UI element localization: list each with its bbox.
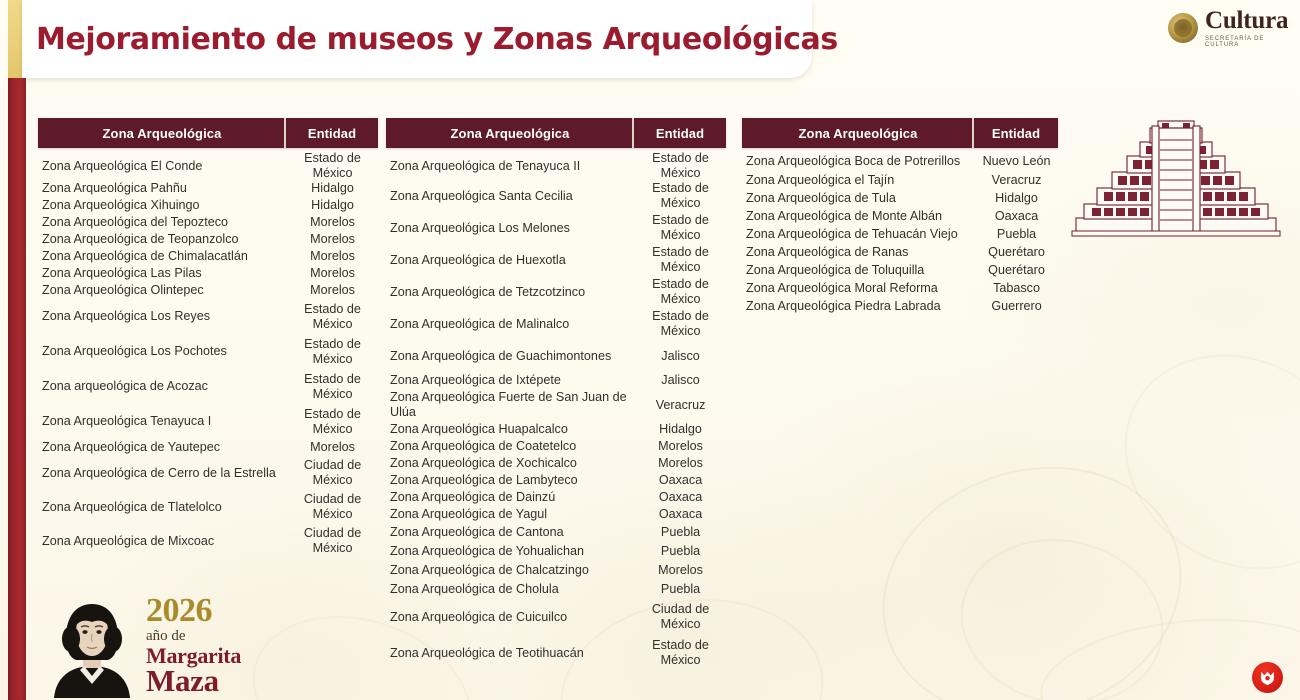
table-row bbox=[386, 212, 726, 244]
table-row bbox=[742, 171, 1058, 189]
cell-entidad: Estado de México bbox=[652, 277, 709, 306]
background-swirl-decor bbox=[850, 429, 1215, 700]
cell-zona: Zona Arqueológica de Coatetelco bbox=[390, 439, 577, 454]
table-row bbox=[386, 244, 726, 276]
table-row bbox=[742, 207, 1058, 225]
cell-entidad: Puebla bbox=[996, 226, 1037, 241]
cell-zona: Zona Arqueológica Xihuingo bbox=[42, 198, 200, 213]
table-row bbox=[38, 369, 378, 404]
table-row bbox=[38, 197, 378, 214]
cell-entidad: Hidalgo bbox=[995, 190, 1038, 205]
cell-entidad: Morelos bbox=[658, 456, 703, 471]
cell-entidad: Oaxaca bbox=[658, 507, 703, 522]
column-header-entidad: Entidad bbox=[991, 125, 1041, 141]
cell-zona: Zona Arqueológica Moral Reforma bbox=[746, 280, 938, 295]
cell-zona: Zona Arqueológica Olintepec bbox=[42, 283, 204, 298]
cell-zona: Zona Arqueológica Las Pilas bbox=[42, 266, 202, 281]
cell-zona: Zona Arqueológica el Tajín bbox=[746, 172, 895, 187]
cell-entidad: Hidalgo bbox=[311, 198, 354, 213]
margarita-maza-portrait-icon bbox=[46, 598, 138, 698]
table-row bbox=[742, 261, 1058, 279]
cell-entidad: Oaxaca bbox=[994, 208, 1039, 223]
table-row bbox=[38, 265, 378, 282]
cell-entidad: Ciudad de México bbox=[303, 526, 362, 555]
cell-entidad: Estado de México bbox=[304, 336, 361, 366]
column-header-zona: Zona Arqueológica bbox=[742, 118, 974, 148]
cell-zona: Zona Arqueológica de Tula bbox=[746, 190, 896, 205]
cell-entidad: Estado de México bbox=[652, 245, 709, 274]
maza-year: 2026 bbox=[146, 592, 212, 629]
table-row bbox=[386, 561, 726, 580]
cell-entidad: Morelos bbox=[658, 563, 703, 578]
cell-entidad: Jalisco bbox=[661, 373, 700, 388]
cell-zona: Zona Arqueológica de Yohualichan bbox=[390, 544, 584, 559]
maza-logo-text bbox=[146, 594, 241, 698]
cell-zona: Zona Arqueológica de Yagul bbox=[390, 507, 548, 522]
cell-entidad: Puebla bbox=[660, 525, 701, 540]
table-row bbox=[386, 472, 726, 489]
cell-zona: Zona Arqueológica de Cerro de la Estrella bbox=[42, 465, 276, 480]
cell-zona: Zona Arqueológica del Tepozteco bbox=[42, 215, 229, 230]
table-row bbox=[386, 489, 726, 506]
zonas-table-1 bbox=[38, 118, 378, 558]
cultura-logo bbox=[1168, 8, 1300, 48]
title-card bbox=[22, 0, 838, 78]
cell-entidad: Veracruz bbox=[655, 397, 706, 412]
table-row bbox=[386, 308, 726, 340]
cell-zona: Zona Arqueológica de Chalcatzingo bbox=[390, 563, 589, 578]
cell-zona: Zona Arqueológica de Tenayuca II bbox=[390, 158, 581, 173]
table-row bbox=[38, 404, 378, 439]
cell-entidad: Morelos bbox=[310, 440, 355, 455]
cell-zona: Zona Arqueológica Piedra Labrada bbox=[746, 298, 941, 313]
table-row bbox=[386, 580, 726, 599]
table-row bbox=[38, 248, 378, 265]
table-row bbox=[386, 180, 726, 212]
table-row bbox=[742, 225, 1058, 243]
column-header-zona: Zona Arqueológica bbox=[386, 118, 634, 148]
table-row bbox=[742, 243, 1058, 261]
cell-zona: Zona Arqueológica de Huexotla bbox=[390, 252, 566, 267]
cell-entidad: Estado de México bbox=[304, 151, 361, 180]
table-row bbox=[38, 456, 378, 490]
table-header-row bbox=[38, 118, 378, 148]
cell-entidad: Guerrero bbox=[991, 298, 1042, 313]
cultura-logo-name: Cultura bbox=[1205, 7, 1289, 34]
zonas-table-3 bbox=[742, 118, 1058, 315]
cell-zona: Zona Arqueológica de Teopanzolco bbox=[42, 232, 239, 247]
maza-last-name: Maza bbox=[146, 663, 219, 698]
cell-entidad: Puebla bbox=[660, 582, 701, 597]
cell-zona: Zona Arqueológica de Guachimontones bbox=[390, 348, 612, 363]
cell-entidad: Morelos bbox=[310, 283, 355, 298]
table-row bbox=[38, 490, 378, 524]
cell-zona: Zona Arqueológica Los Pochotes bbox=[42, 344, 227, 359]
cell-zona: Zona Arqueológica de Cantona bbox=[390, 525, 564, 540]
table-row bbox=[386, 152, 726, 180]
background-swirl-decor bbox=[1085, 313, 1300, 612]
column-header-entidad: Entidad bbox=[655, 125, 705, 141]
cell-zona: Zona Arqueológica Boca de Potrerillos bbox=[746, 154, 961, 169]
table-row bbox=[38, 524, 378, 558]
cell-entidad: Morelos bbox=[310, 249, 355, 264]
cell-zona: Zona Arqueológica de Xochicalco bbox=[390, 456, 577, 471]
cell-entidad: Querétaro bbox=[988, 244, 1045, 259]
cell-zona: Zona Arqueológica de Ranas bbox=[746, 244, 909, 259]
mexico-eagle-seal-icon bbox=[1168, 13, 1198, 43]
cell-zona: Zona Arqueológica Los Melones bbox=[390, 220, 570, 235]
corner-shield-badge[interactable] bbox=[1252, 662, 1283, 693]
cell-zona: Zona Arqueológica Huapalcalco bbox=[390, 422, 568, 437]
cell-zona: Zona Arqueológica de Cholula bbox=[390, 582, 559, 597]
cell-entidad: Oaxaca bbox=[658, 490, 703, 505]
cell-entidad: Estado de México bbox=[304, 301, 361, 331]
table-row bbox=[386, 438, 726, 455]
table-row bbox=[742, 279, 1058, 297]
cell-entidad: Oaxaca bbox=[658, 473, 703, 488]
column-header-zona: Zona Arqueológica bbox=[38, 118, 286, 148]
column-header-entidad: Entidad bbox=[307, 125, 357, 141]
left-edge-gold-stripe bbox=[8, 0, 22, 78]
table-row bbox=[38, 214, 378, 231]
page-title: Mejoramiento de museos y Zonas Arqueológicas bbox=[36, 21, 838, 57]
margarita-maza-2026-logo bbox=[46, 592, 276, 698]
cell-zona: Zona Arqueológica de Cuicuilco bbox=[390, 609, 568, 624]
table-row bbox=[38, 282, 378, 299]
cell-zona: Zona Arqueológica Fuerte de San Juan de Ulúa bbox=[390, 390, 627, 419]
cell-zona: Zona Arqueológica de Malinalco bbox=[390, 316, 570, 331]
table-row bbox=[742, 189, 1058, 207]
cell-entidad: Hidalgo bbox=[311, 181, 354, 196]
cell-entidad: Ciudad de México bbox=[651, 602, 710, 631]
mesoamerican-pyramid-icon bbox=[1070, 118, 1282, 240]
cell-zona: Zona Arqueológica Pahñu bbox=[42, 181, 187, 196]
table-row bbox=[38, 334, 378, 369]
cell-entidad: Morelos bbox=[310, 232, 355, 247]
cell-zona: Zona Arqueológica de Tehuacán Viejo bbox=[746, 226, 958, 241]
cell-zona: Zona Arqueológica de Ixtépete bbox=[390, 373, 561, 388]
cell-entidad: Estado de México bbox=[652, 309, 709, 338]
cell-entidad: Querétaro bbox=[988, 262, 1045, 277]
table-row bbox=[38, 180, 378, 197]
table-row bbox=[386, 276, 726, 308]
table-row bbox=[38, 439, 378, 456]
cell-zona: Zona Arqueológica de Teotihuacán bbox=[390, 645, 584, 660]
maza-first-name: Margarita bbox=[146, 643, 242, 668]
cell-entidad: Estado de México bbox=[304, 406, 361, 436]
cell-zona: Zona Arqueológica Santa Cecilia bbox=[390, 188, 573, 203]
cell-zona: Zona Arqueológica Tenayuca I bbox=[42, 414, 212, 429]
table-row bbox=[386, 340, 726, 372]
table-header-row bbox=[386, 118, 726, 148]
cultura-logo-subtitle: SECRETARÍA DE CULTURA bbox=[1205, 36, 1265, 48]
cell-zona: Zona Arqueológica de Lambyteco bbox=[390, 473, 578, 488]
table-row bbox=[386, 635, 726, 671]
cell-entidad: Estado de México bbox=[304, 371, 361, 401]
cell-entidad: Estado de México bbox=[652, 213, 709, 242]
cell-entidad: Estado de México bbox=[652, 638, 709, 667]
cell-entidad: Jalisco bbox=[661, 348, 700, 363]
cell-zona: Zona Arqueológica de Mixcoac bbox=[42, 533, 215, 548]
table-row bbox=[386, 372, 726, 389]
shield-badge-icon bbox=[1259, 669, 1276, 686]
table-row bbox=[742, 297, 1058, 315]
cell-zona: Zona Arqueológica Los Reyes bbox=[42, 309, 211, 324]
table-body bbox=[386, 148, 726, 671]
table-row bbox=[38, 152, 378, 180]
cell-zona: Zona Arqueológica de Toluquilla bbox=[746, 262, 925, 277]
cell-entidad: Puebla bbox=[660, 544, 701, 559]
cell-zona: Zona Arqueológica de Chimalacatlán bbox=[42, 249, 248, 264]
table-row bbox=[386, 421, 726, 438]
maza-ano-de: año de bbox=[146, 628, 186, 644]
cell-zona: Zona Arqueológica de Tlatelolco bbox=[42, 499, 222, 514]
cell-zona: Zona Arqueológica de Monte Albán bbox=[746, 208, 943, 223]
table-row bbox=[386, 542, 726, 561]
cell-zona: Zona Arqueológica de Tetzcotzinco bbox=[390, 284, 586, 299]
table-row bbox=[386, 506, 726, 523]
table-row bbox=[386, 389, 726, 421]
cell-entidad: Ciudad de México bbox=[303, 492, 362, 521]
cell-entidad: Ciudad de México bbox=[303, 458, 362, 487]
cell-zona: Zona Arqueológica El Conde bbox=[42, 158, 203, 173]
cell-entidad: Tabasco bbox=[993, 280, 1040, 295]
table-body bbox=[38, 148, 378, 558]
table-header-row bbox=[742, 118, 1058, 148]
table-row bbox=[386, 455, 726, 472]
cell-entidad: Estado de México bbox=[652, 151, 709, 180]
cell-entidad: Hidalgo bbox=[659, 422, 702, 437]
cell-entidad: Nuevo León bbox=[982, 154, 1051, 169]
table-row bbox=[386, 599, 726, 635]
cell-entidad: Morelos bbox=[310, 215, 355, 230]
cell-zona: Zona arqueológica de Acozac bbox=[42, 379, 208, 394]
cultura-logo-text bbox=[1205, 8, 1300, 48]
cell-entidad: Morelos bbox=[310, 266, 355, 281]
zonas-table-2 bbox=[386, 118, 726, 671]
cell-zona: Zona Arqueológica de Yautepec bbox=[42, 440, 221, 455]
cell-entidad: Veracruz bbox=[991, 172, 1042, 187]
background-swirl-decor bbox=[945, 521, 1179, 700]
table-row bbox=[38, 299, 378, 334]
cell-entidad: Estado de México bbox=[652, 181, 709, 210]
table-row bbox=[38, 231, 378, 248]
cell-entidad: Morelos bbox=[658, 439, 703, 454]
left-edge-maroon-stripe bbox=[8, 78, 26, 700]
cell-zona: Zona Arqueológica de Dainzú bbox=[390, 490, 556, 505]
table-row bbox=[742, 152, 1058, 171]
table-row bbox=[386, 523, 726, 542]
table-body bbox=[742, 148, 1058, 315]
